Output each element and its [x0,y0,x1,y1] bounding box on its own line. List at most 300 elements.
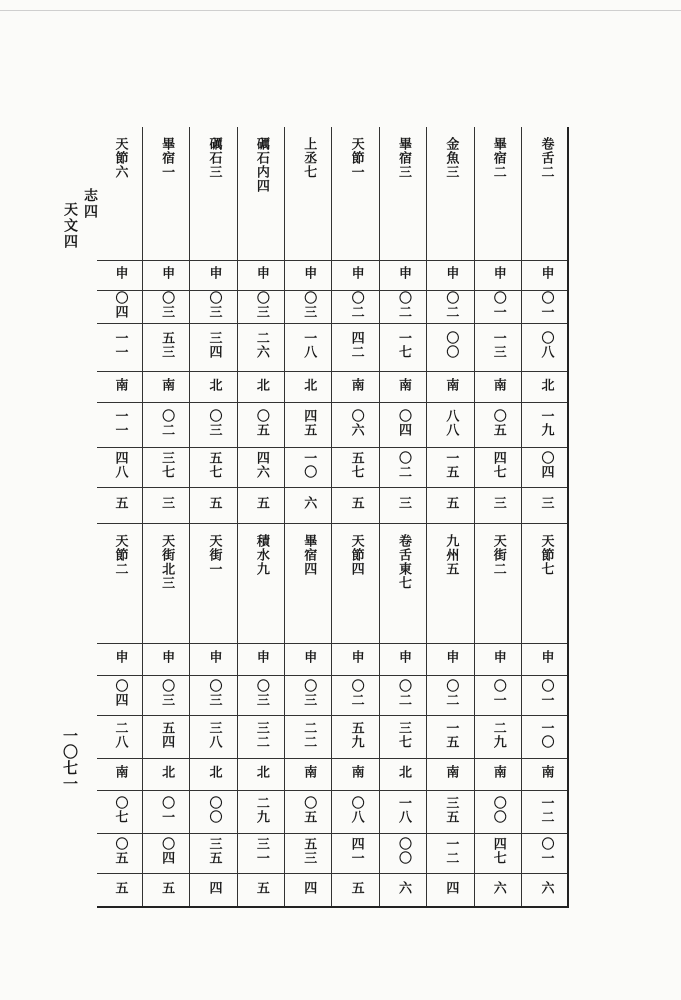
star-name: 積水九 [253,533,269,576]
table-row [97,675,569,715]
second-value-cell [97,715,142,758]
direction-code: 申 [443,650,459,664]
third-value: 一一 [112,408,128,437]
first-value-cell [522,675,570,715]
fourth-value-cell [332,833,379,873]
second-value-cell [522,715,570,758]
table-row [97,715,569,758]
magnitude: 六 [490,880,506,895]
second-value-cell [379,323,426,371]
star-name-cell [474,523,521,643]
magnitude-cell [285,487,332,523]
third-value: 〇〇 [206,795,222,824]
side-cell [474,371,521,402]
third-value-cell [474,402,521,447]
direction-code: 申 [538,650,554,664]
first-value: 〇三 [206,290,222,319]
direction-code: 申 [253,266,269,280]
side-cell [427,758,474,790]
fourth-value-cell [522,447,570,487]
second-value: 五三 [159,331,175,359]
side: 北 [159,765,175,779]
third-value-cell [427,790,474,833]
second-value: 二八 [112,720,128,749]
star-name-row [97,127,569,260]
second-value-cell [142,715,189,758]
direction-code: 申 [348,266,364,280]
fourth-value-cell [285,447,332,487]
star-name: 卷舌二 [538,137,554,179]
fourth-value-cell [190,833,237,873]
direction-code-cell [97,643,142,675]
fourth-value-cell [142,447,189,487]
fourth-value: 四七 [490,837,506,865]
third-value: 〇一 [159,795,175,824]
fourth-value-cell [190,447,237,487]
table-row [97,323,569,371]
magnitude: 六 [396,880,412,895]
star-name-cell [97,523,142,643]
table-row [97,487,569,523]
fourth-value: 一〇 [301,451,317,479]
direction-code-cell [190,260,237,290]
star-name-cell [97,127,142,260]
fourth-value-cell [332,447,379,487]
first-value: 〇二 [348,290,364,319]
first-value-cell [237,290,284,323]
star-name: 天街北三 [159,533,175,590]
fourth-value-cell [379,833,426,873]
fourth-value: 〇四 [538,451,554,479]
fourth-value: 一二 [443,837,459,865]
first-value-cell [237,675,284,715]
direction-code: 申 [348,650,364,664]
second-value: 三七 [396,720,412,749]
side: 北 [301,377,317,392]
third-value: 一二 [538,795,554,824]
direction-code-cell [522,260,570,290]
star-name: 九州五 [443,533,459,576]
second-value-cell [332,323,379,371]
star-name-cell [332,127,379,260]
table-row [97,371,569,402]
first-value: 〇二 [396,290,412,319]
side: 北 [538,377,554,392]
fourth-value: 五七 [348,451,364,479]
second-value-cell [379,715,426,758]
star-name-cell [142,127,189,260]
first-value-cell [427,675,474,715]
fourth-value: 〇〇 [396,837,412,865]
fourth-value: 四六 [253,451,269,479]
star-name: 天節一 [348,137,364,179]
direction-code-cell [522,643,570,675]
third-value: 三五 [443,795,459,824]
magnitude: 五 [443,496,459,510]
side-cell [142,371,189,402]
third-value-cell [97,790,142,833]
first-value: 〇二 [396,679,412,707]
third-value: 四五 [301,408,317,437]
star-name-cell [285,127,332,260]
magnitude-cell [427,873,474,907]
second-value-cell [427,323,474,371]
fourth-value-cell [427,447,474,487]
third-value-cell [332,402,379,447]
first-value-cell [142,675,189,715]
second-value: 二二 [301,720,317,749]
star-name: 天節二 [112,533,128,576]
third-value: 〇六 [348,408,364,437]
direction-code-cell [379,643,426,675]
first-value-cell [190,290,237,323]
magnitude: 五 [253,880,269,895]
table-row [97,290,569,323]
side: 北 [253,765,269,779]
third-value: 八八 [443,408,459,437]
side-cell [237,758,284,790]
first-value: 〇三 [206,679,222,707]
direction-code-cell [332,643,379,675]
star-name: 天節六 [112,137,128,179]
magnitude: 五 [348,880,364,895]
direction-code: 申 [443,266,459,280]
second-value: 三四 [206,331,222,359]
direction-code-cell [142,260,189,290]
first-value: 〇四 [112,290,128,319]
third-value: 〇三 [206,408,222,437]
third-value-cell [190,402,237,447]
side: 北 [253,377,269,392]
star-table [97,127,569,907]
side-cell [190,758,237,790]
star-table-grid [97,127,569,908]
second-value-cell [237,715,284,758]
direction-code: 申 [301,266,317,280]
first-value: 〇一 [490,290,506,319]
magnitude: 三 [159,496,175,510]
first-value: 〇三 [159,679,175,707]
first-value: 〇三 [159,290,175,319]
direction-code-cell [285,260,332,290]
direction-code-cell [237,643,284,675]
fourth-value-cell [97,833,142,873]
second-value: 一〇 [538,720,554,749]
side: 南 [348,765,364,779]
third-value: 〇七 [112,795,128,824]
first-value-cell [379,290,426,323]
third-value: 二九 [253,795,269,824]
fourth-value: 三五 [206,837,222,865]
star-name: 卷舌東七 [396,533,412,590]
side: 南 [443,377,459,392]
second-value-cell [474,323,521,371]
magnitude: 四 [206,880,222,895]
fourth-value: 〇四 [159,837,175,865]
fourth-value: 五七 [206,451,222,479]
first-value: 〇三 [301,679,317,707]
star-name: 金魚三 [443,137,459,179]
table-row [97,402,569,447]
magnitude: 五 [348,496,364,510]
star-name-cell [379,127,426,260]
side: 南 [348,377,364,392]
fourth-value-cell [237,447,284,487]
star-name: 上丞七 [301,137,317,179]
direction-code: 申 [112,650,128,664]
magnitude-cell [379,487,426,523]
second-value: 三二 [253,720,269,749]
fourth-value: 〇一 [538,837,554,865]
magnitude-cell [332,873,379,907]
first-value-cell [285,290,332,323]
direction-code: 申 [206,650,222,664]
side: 北 [396,765,412,779]
direction-code: 申 [112,266,128,280]
direction-code: 申 [538,266,554,280]
third-value-cell [285,402,332,447]
magnitude: 六 [301,496,317,510]
first-value-cell [190,675,237,715]
fourth-value-cell [474,833,521,873]
direction-code: 申 [490,266,506,280]
direction-code-cell [427,643,474,675]
fourth-value: 五三 [301,837,317,865]
side-cell [97,371,142,402]
magnitude-cell [285,873,332,907]
first-value: 〇一 [538,290,554,319]
fourth-value: 三一 [253,837,269,865]
side: 南 [301,765,317,779]
magnitude: 六 [538,880,554,895]
second-value-cell [97,323,142,371]
fourth-value-cell [237,833,284,873]
second-value: 〇〇 [443,331,459,359]
side-cell [285,758,332,790]
star-name: 天街一 [206,533,222,576]
magnitude-cell [379,873,426,907]
third-value-cell [237,402,284,447]
star-name-cell [285,523,332,643]
second-value-cell [285,715,332,758]
star-name-cell [237,523,284,643]
direction-code: 申 [159,650,175,664]
star-name-cell [237,127,284,260]
magnitude: 五 [206,496,222,510]
magnitude: 五 [112,880,128,895]
side-cell [522,758,570,790]
star-name-cell [142,523,189,643]
first-value-cell [332,675,379,715]
running-head-section: 天文四 [62,202,78,250]
table-row [97,790,569,833]
first-value-cell [522,290,570,323]
second-value-cell [237,323,284,371]
first-value-cell [97,290,142,323]
second-value: 五四 [159,720,175,749]
second-value-cell [285,323,332,371]
fourth-value: 一五 [443,451,459,479]
direction-code: 申 [396,266,412,280]
second-value: 一八 [301,331,317,359]
third-value: 〇五 [253,408,269,437]
direction-code-cell [190,643,237,675]
fourth-value-cell [427,833,474,873]
direction-code-cell [285,643,332,675]
table-row [97,643,569,675]
side: 南 [159,377,175,392]
side-cell [379,371,426,402]
third-value-cell [474,790,521,833]
side: 南 [396,377,412,392]
table-row [97,447,569,487]
third-value-cell [237,790,284,833]
magnitude-cell [237,873,284,907]
fourth-value-cell [474,447,521,487]
third-value: 一九 [538,408,554,437]
first-value: 〇四 [112,679,128,707]
star-name: 天節七 [538,533,554,576]
third-value-cell [379,790,426,833]
side-cell [379,758,426,790]
side-cell [427,371,474,402]
direction-code-cell [474,260,521,290]
magnitude: 四 [301,880,317,895]
first-value: 〇二 [443,290,459,319]
first-value: 〇二 [348,679,364,707]
running-head-volume: 志四 [82,188,98,220]
side: 南 [490,765,506,779]
second-value: 五九 [348,720,364,749]
fourth-value: 四八 [112,451,128,479]
third-value-cell [522,402,570,447]
star-name: 礪石三 [206,137,222,179]
magnitude: 四 [443,880,459,895]
second-value: 一一 [112,331,128,359]
magnitude: 三 [490,496,506,510]
magnitude-cell [474,487,521,523]
first-value: 〇三 [301,290,317,319]
third-value: 〇二 [159,408,175,437]
third-value-cell [332,790,379,833]
first-value-cell [332,290,379,323]
second-value: 二六 [253,331,269,359]
side: 南 [538,765,554,779]
fourth-value: 〇五 [112,837,128,865]
magnitude: 五 [253,496,269,510]
side: 北 [206,377,222,392]
star-name: 畢宿四 [301,533,317,576]
running-head [60,188,100,250]
second-value-cell [190,323,237,371]
third-value-cell [285,790,332,833]
first-value-cell [97,675,142,715]
side: 南 [443,765,459,779]
side-cell [237,371,284,402]
side-cell [332,758,379,790]
third-value-cell [97,402,142,447]
magnitude: 五 [112,496,128,510]
table-right-border [567,127,569,907]
star-name-cell [379,523,426,643]
side: 北 [206,765,222,779]
third-value-cell [379,402,426,447]
direction-code: 申 [490,650,506,664]
third-value-cell [522,790,570,833]
star-name-cell [190,127,237,260]
direction-code-cell [97,260,142,290]
fourth-value: 四一 [348,837,364,865]
first-value-cell [474,675,521,715]
table-row [97,260,569,290]
star-name-cell [522,127,570,260]
second-value-cell [522,323,570,371]
third-value-cell [190,790,237,833]
direction-code-cell [332,260,379,290]
table-row [97,833,569,873]
side-cell [190,371,237,402]
first-value: 〇二 [443,679,459,707]
magnitude-cell [237,487,284,523]
direction-code: 申 [159,266,175,280]
star-name: 礪石内四 [253,137,269,193]
first-value: 〇一 [490,679,506,707]
third-value: 〇五 [301,795,317,824]
magnitude-cell [332,487,379,523]
fourth-value-cell [97,447,142,487]
second-value: 三八 [206,720,222,749]
side: 南 [112,765,128,779]
fourth-value-cell [379,447,426,487]
star-name-row [97,523,569,643]
fourth-value-cell [522,833,570,873]
star-name: 天節四 [348,533,364,576]
direction-code: 申 [206,266,222,280]
side-cell [97,758,142,790]
magnitude-cell [142,487,189,523]
side-cell [285,371,332,402]
fourth-value: 三七 [159,451,175,479]
side: 南 [490,377,506,392]
star-name: 天街二 [490,533,506,576]
fourth-value-cell [142,833,189,873]
direction-code-cell [427,260,474,290]
star-name: 畢宿一 [159,137,175,179]
direction-code: 申 [253,650,269,664]
side-cell [522,371,570,402]
second-value-cell [474,715,521,758]
direction-code-cell [474,643,521,675]
fourth-value: 〇二 [396,451,412,479]
third-value: 〇四 [396,408,412,437]
side: 南 [112,377,128,392]
table-row [97,758,569,790]
star-name-cell [332,523,379,643]
third-value-cell [427,402,474,447]
table-row [97,873,569,907]
star-name-cell [427,127,474,260]
star-name: 畢宿三 [396,137,412,179]
direction-code: 申 [396,650,412,664]
magnitude-cell [142,873,189,907]
third-value: 〇〇 [490,795,506,824]
first-value-cell [142,290,189,323]
second-value-cell [332,715,379,758]
third-value: 〇五 [490,408,506,437]
magnitude-cell [522,873,570,907]
magnitude: 三 [538,496,554,510]
side-cell [332,371,379,402]
